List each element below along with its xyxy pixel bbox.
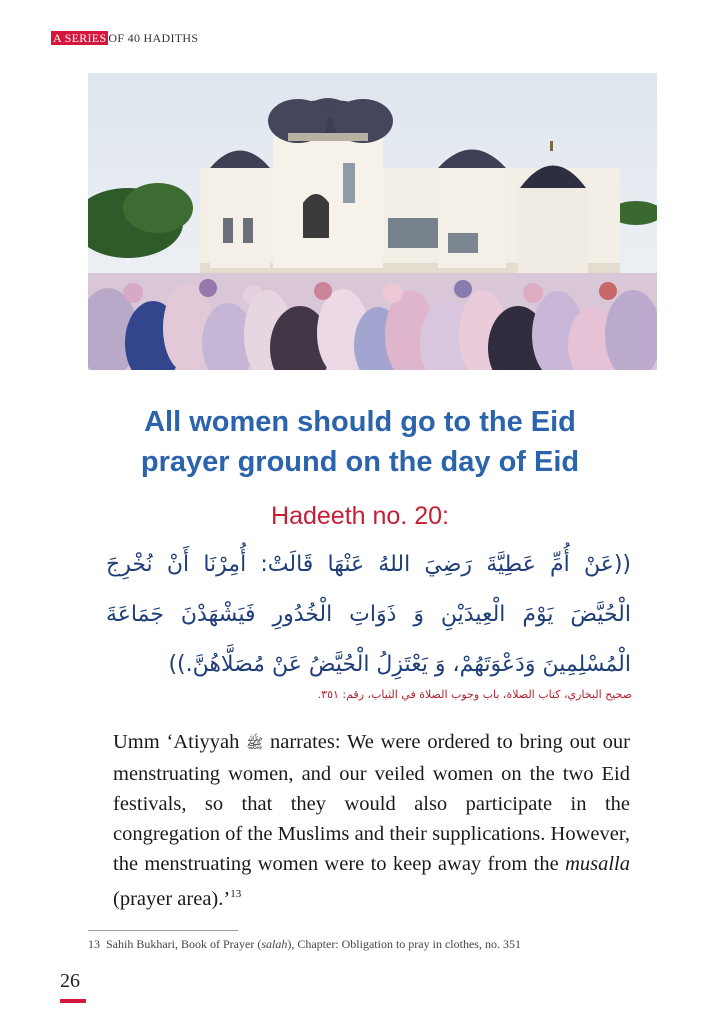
series-tag: A SERIES [53,31,107,45]
page-title [60,402,660,482]
page-number: 26 [60,970,80,992]
arabic-reference: صحيح البخاري، كتاب الصلاة، باب وجوب الصلاة في الثياب، رقم: ٣٥١. [317,688,632,701]
footnote-ref[interactable]: 13 [230,888,242,900]
footnote [88,937,648,952]
footnote-number: 13 [88,937,100,951]
page-number-accent [60,999,86,1003]
footnote-text-b: ), Chapter: Obligation to pray in clothes, no. 351 [287,937,521,951]
english-translation [113,727,630,914]
translation-part-2: narrates: We were ordered to bring out our menstruating women, and our veiled women on the two Eid festivals, so that they would also participate in the congregation of the Muslims and their supplications. However, the menstruating women were to keep away from the [113,731,630,875]
translation-part-3: (prayer area).’ [113,887,231,910]
translation-italic-term: musalla [565,853,630,875]
footnote-text-a: Sahih Bukhari, Book of Prayer ( [106,937,262,951]
footnote-divider [88,930,238,931]
series-header [51,31,198,46]
footnote-italic: salah [261,937,288,951]
title-line-1: All women should go to the Eid [144,406,576,438]
translation-part-1: Umm ‘Atiyyah [113,731,247,753]
mosque-photo-illustration [88,73,657,370]
title-line-2: prayer ground on the day of Eid [140,446,580,478]
arabic-hadith-text: ((عَنْ أُمِّ عَطِيَّةَ رَضِيَ اللهُ عَنْهَا قَالَتْ: أُمِرْنَا أَنْ نُخْرِجَ الْحُيَّضَ يَوْمَ الْعِيدَيْنِ وَ ذَوَاتِ الْخُدُورِ فَيَشْهَدْنَ جَمَاعَةَ الْمُسْلِمِينَ وَدَعْوَتَهُمْ، وَ يَعْتَزِلُ الْحُيَّضُ عَنْ مُصَلَّاهُنَّ.)) [106,552,631,677]
mosque-eid-prayer-photo [88,73,657,370]
series-rest: OF 40 HADITHS [108,31,199,45]
hadeeth-number: Hadeeth no. 20: [271,502,449,530]
honorific-glyph: ﷺ [246,736,264,752]
